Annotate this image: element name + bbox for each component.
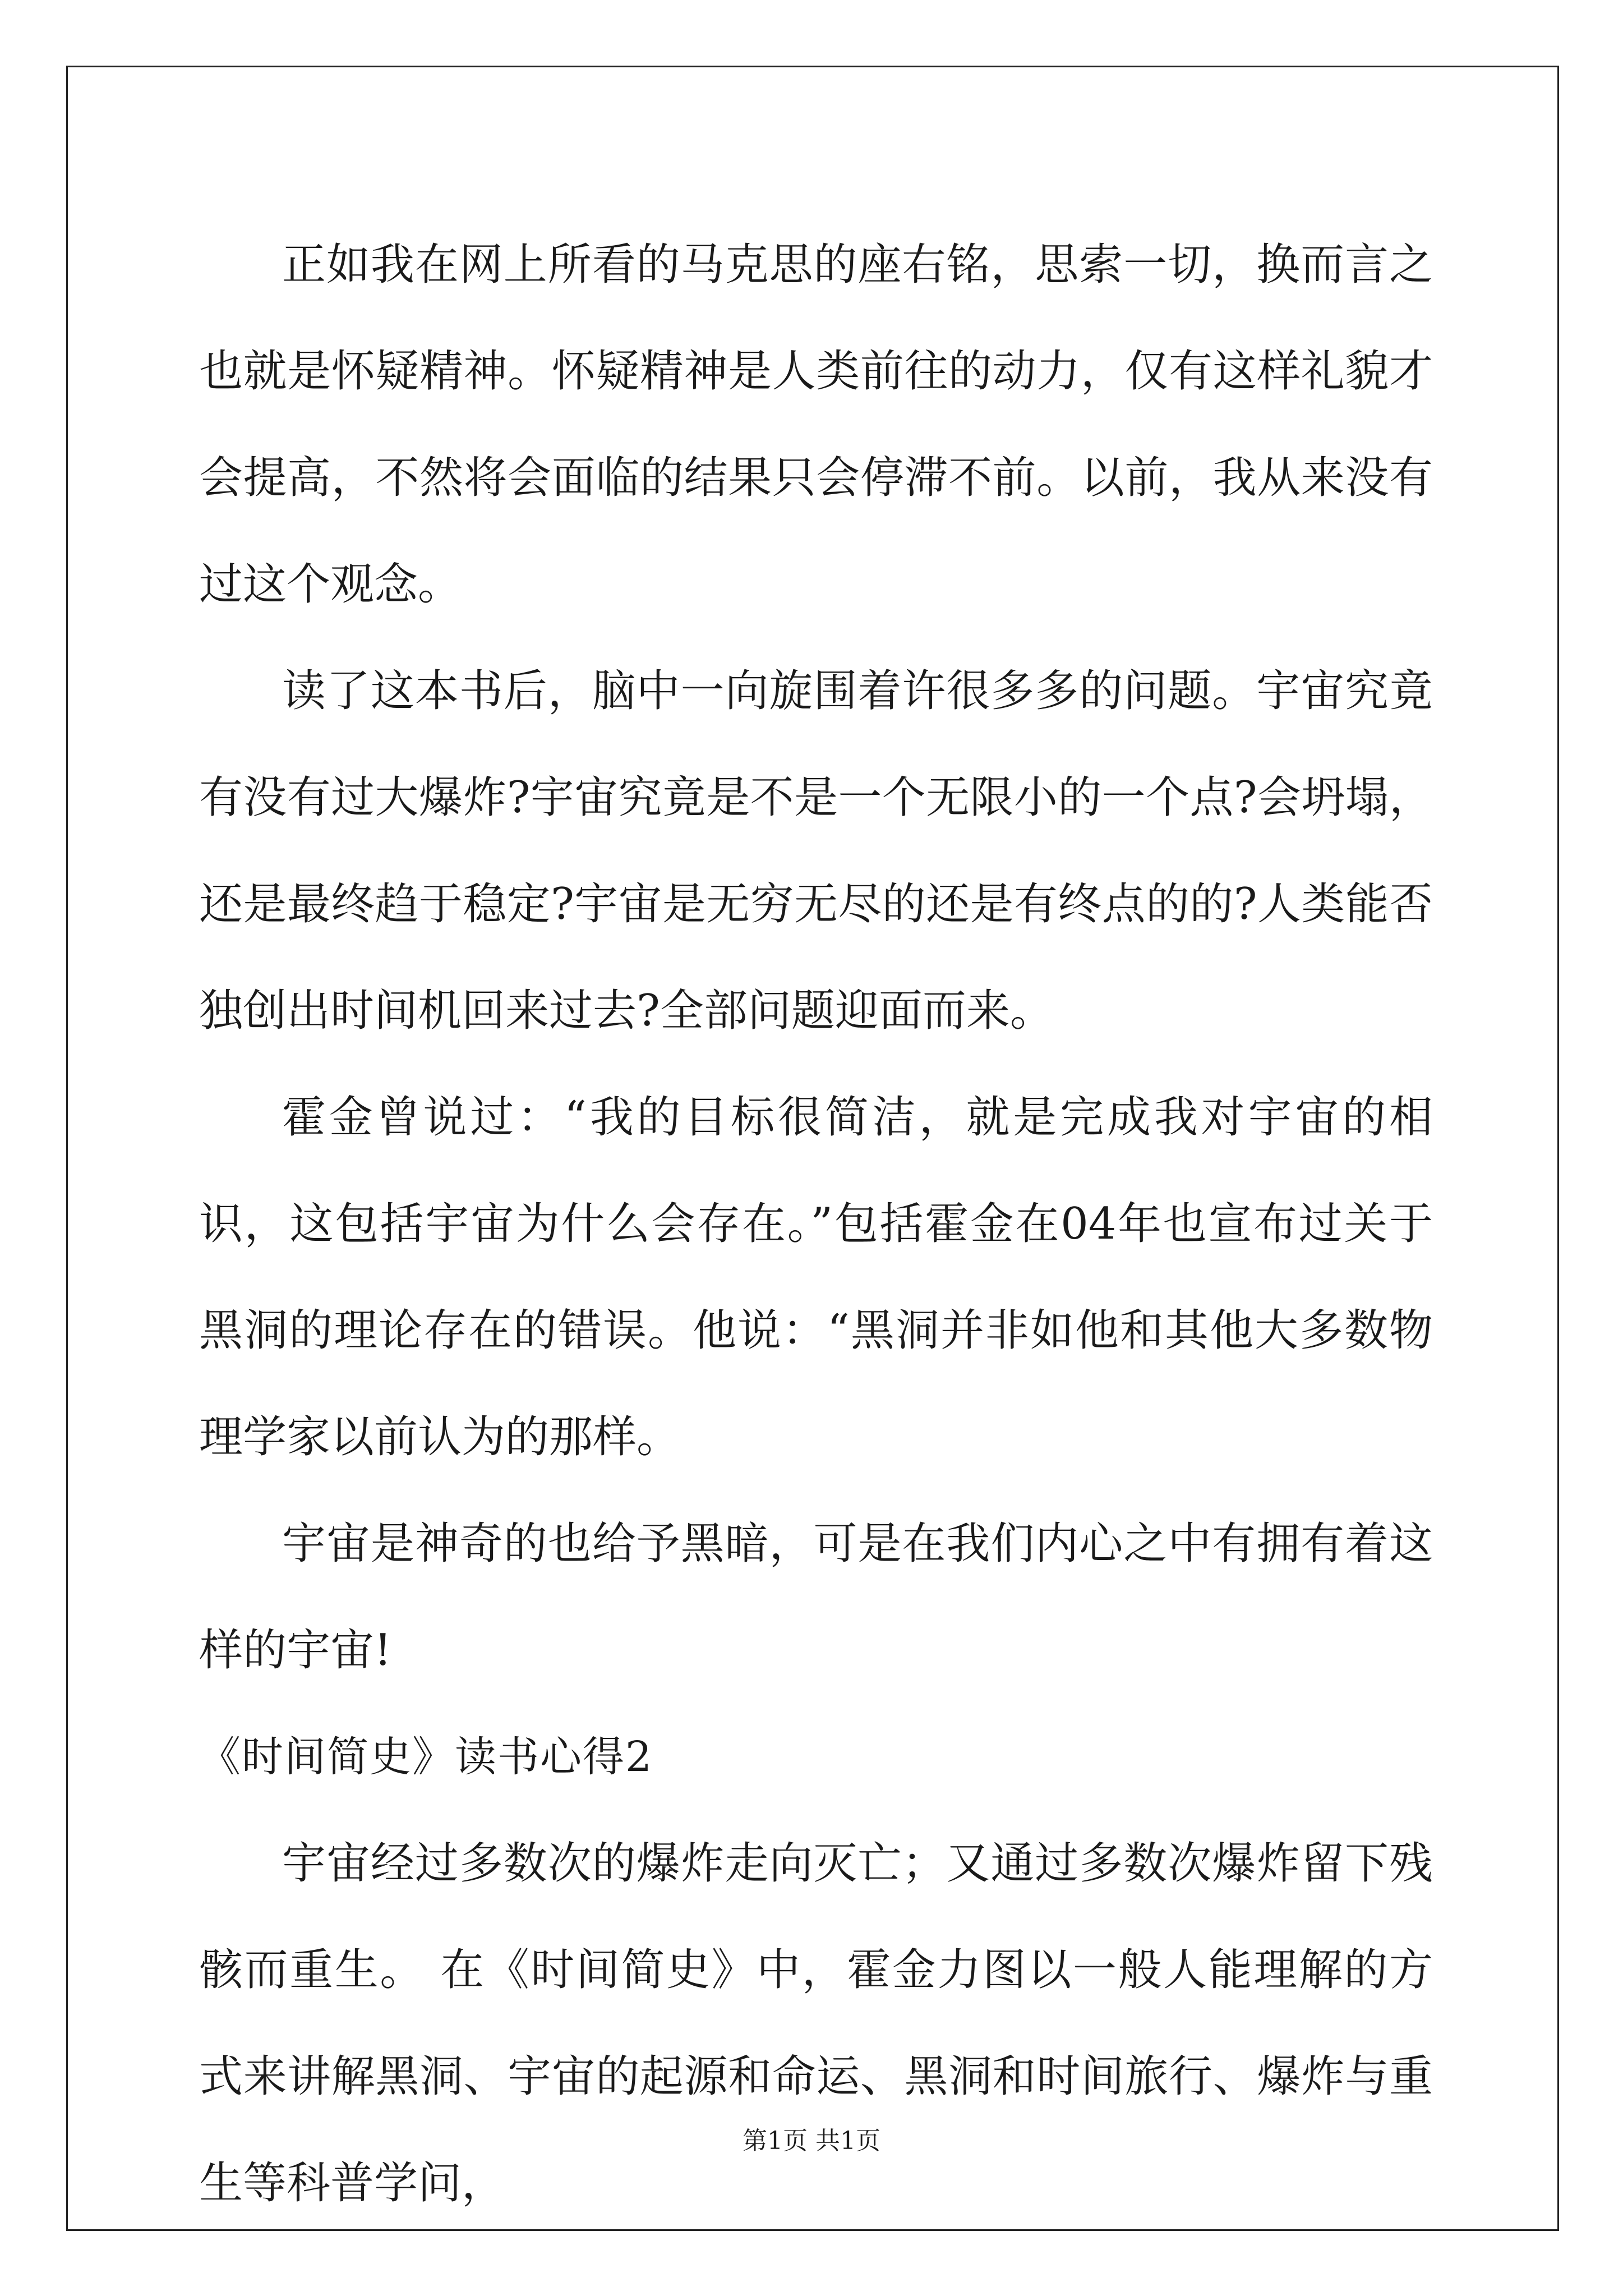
paragraph-4: 宇宙是神奇的也给予黑暗，可是在我们内心之中有拥有着这样的宇宙! [199, 1519, 1433, 1676]
paragraph-5: 宇宙经过多数次的爆炸走向灭亡；又通过多数次爆炸留下残骸而重生。 在《时间简史》中，霍金力图以一般人能理解的方式来讲解黑洞、宇宙的起源和命运、黑洞和时间旅行、爆炸与重生等科普学问， [199, 1838, 1433, 2208]
document-body [199, 211, 1433, 2237]
paragraph-1: 正如我在网上所看的马克思的座右铭，思索一切，换而言之也就是怀疑精神。怀疑精神是人类前往的动力，仅有这样礼貌才会提高，不然将会面临的结果只会停滞不前。以前，我从来没有过这个观念。 [199, 240, 1433, 610]
paragraph-3: 霍金曾说过：“我的目标很简洁，就是完成我对宇宙的相识，这包括宇宙为什么会存在。”包括霍金在04年也宣布过关于黑洞的理论存在的错误。他说：“黑洞并非如他和其他大多数物理学家以前认为的那样。 [199, 1092, 1433, 1462]
paragraph-2: 读了这本书后，脑中一向旋围着许很多多的问题。宇宙究竟有没有过大爆炸?宇宙究竟是不是一个无限小的一个点?会坍塌，还是最终趋于稳定?宇宙是无穷无尽的还是有终点的的?人类能否独创出时间机回来过去?全部问题迎面而来。 [199, 666, 1433, 1036]
page-number-footer: 第1页 共1页 [743, 2127, 880, 2155]
section-heading: 《时间简史》读书心得2 [199, 1733, 653, 1781]
